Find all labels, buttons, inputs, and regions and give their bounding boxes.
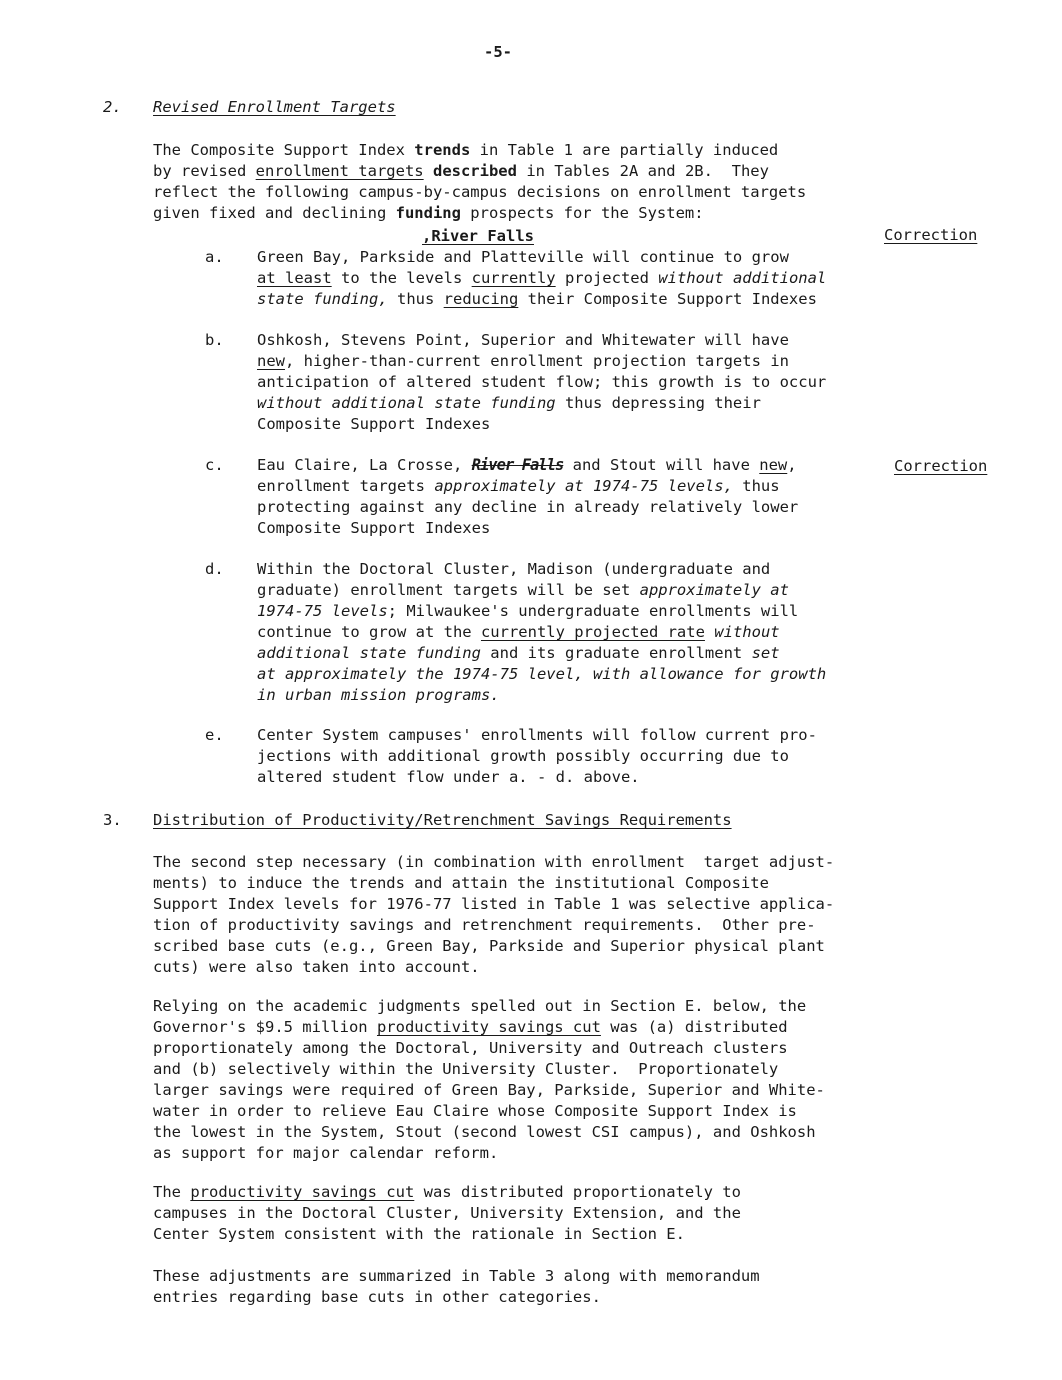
item-b-text: Oshkosh, Stevens Point, Superior and Whitewater will have new, higher-than-current enrollment projection targets in anticipation of altered student flow; this growth is to occur without additional state funding thus depressing their Composite Support Indexes xyxy=(257,331,827,433)
item-e-text: Center System campuses' enrollments will follow current pro- jections with additional growth possibly occurring due to altered student flow under a. - d. above. xyxy=(257,726,817,786)
section-2-heading: Revised Enrollment Targets xyxy=(153,98,396,116)
section-2-intro: The Composite Support Index trends in Table 1 are partially induced by revised enrollment targets described in Tables 2A and 2B. They reflect the following campus-by-campus decisions on enrollment targets given fixed and declining funding prospects for the System: xyxy=(153,141,807,222)
section-3-heading: Distribution of Productivity/Retrenchment Savings Requirements xyxy=(153,811,732,829)
section-3-paragraph-3: The productivity savings cut was distributed proportionately to campuses in the Doctoral Cluster, University Extension, and the Center System consistent with the rationale in Section E. xyxy=(153,1183,741,1243)
item-c-text: Eau Claire, La Crosse, River Falls and Stout will have new, enrollment targets approximately at 1974-75 levels, thus protecting against any decline in already relatively lower Composite Support Indexes xyxy=(257,456,799,537)
item-c-letter: c. xyxy=(205,456,224,474)
correction-label-1: Correction xyxy=(884,226,978,244)
section-3-paragraph-2: Relying on the academic judgments spelled out in Section E. below, the Governor's $9.5 million productivity savings cut was (a) distributed proportionately among the Doctoral, University and Outreach clusters and (b) selectively within the University Cluster. Proportionately larger savings were required of Green Bay, Parkside, Superior and White- water in order to relieve Eau Claire whose Composite Support Index is the lowest in the System, Stout (second lowest CSI campus), and Oshkosh as support for major calendar reform. xyxy=(153,997,825,1162)
section-2-number: 2. xyxy=(103,98,122,116)
item-a-letter: a. xyxy=(205,248,224,266)
item-a-text: Green Bay, Parkside and Platteville will continue to grow at least to the levels currently projected without additional state funding, thus reducing their Composite Support Indexes xyxy=(257,248,827,308)
correction-label-2: Correction xyxy=(894,457,988,475)
section-3-number: 3. xyxy=(103,811,122,829)
handwritten-insert-river-falls: ,River Falls xyxy=(422,227,534,245)
page-number: -5- xyxy=(484,43,512,61)
struck-river-falls: River Falls xyxy=(471,456,564,474)
item-d-text: Within the Doctoral Cluster, Madison (undergraduate and graduate) enrollment targets will be set approximately at 1974-75 levels; Milwaukee's undergraduate enrollments will continue to grow at the currently projected rate without additional state funding and its graduate enrollment set at approximately the 1974-75 level, with allowance for growth in urban mission programs. xyxy=(257,560,827,704)
item-b-letter: b. xyxy=(205,331,224,349)
section-3-paragraph-1: The second step necessary (in combination with enrollment target adjust- ments) to induce the trends and attain the institutional Composite Support Index levels for 1976-77 listed in Table 1 was selective applica- tion of productivity savings and retrenchment requirements. Other pre- scribed base cuts (e.g., Green Bay, Parkside and Superior physical plant cuts) were also taken into account. xyxy=(153,853,835,976)
section-3-paragraph-4: These adjustments are summarized in Table 3 along with memorandum entries regarding base cuts in other categories. xyxy=(153,1267,760,1306)
item-d-letter: d. xyxy=(205,560,224,578)
item-e-letter: e. xyxy=(205,726,224,744)
